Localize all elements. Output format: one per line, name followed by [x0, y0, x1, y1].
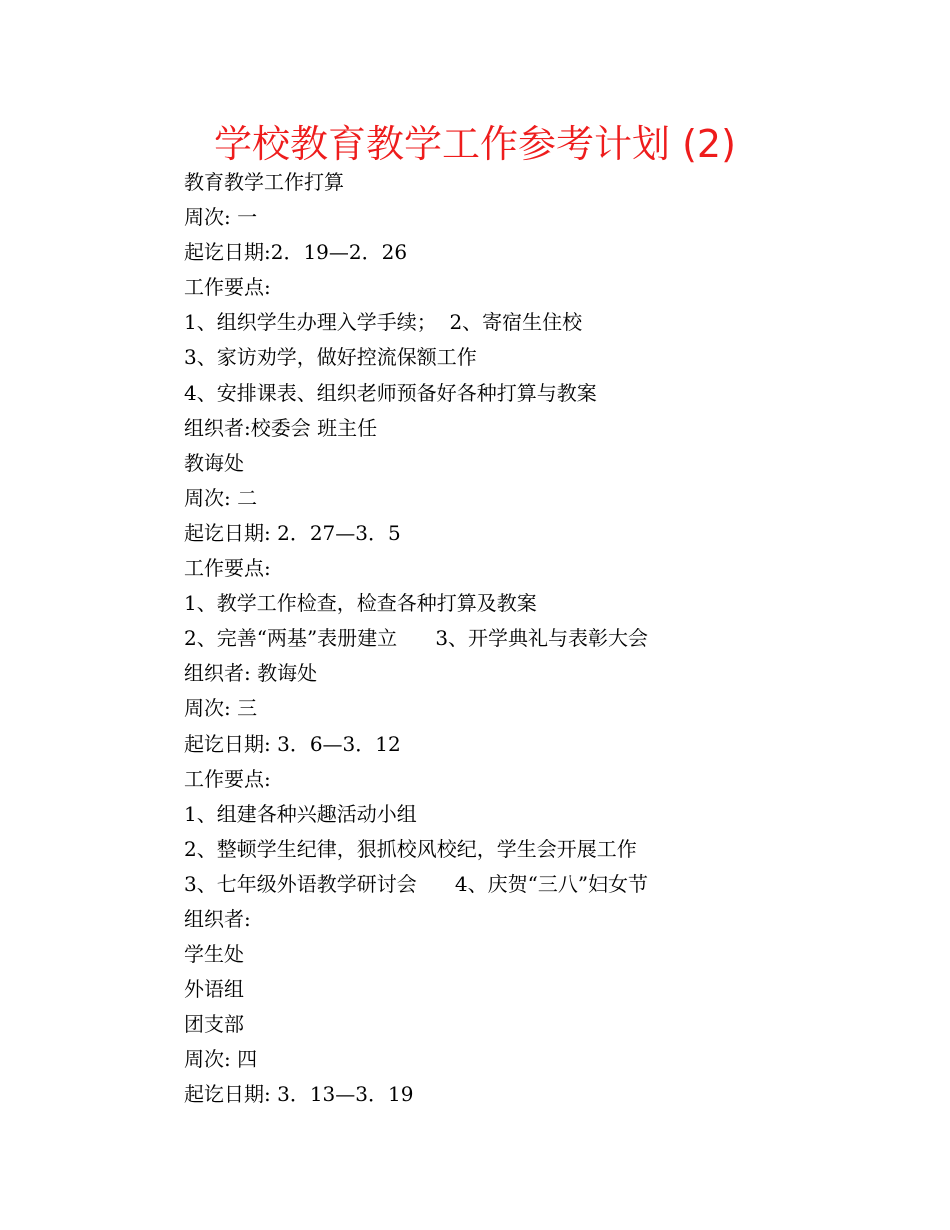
text-line: 1、教学工作检查，检查各种打算及教案 [184, 591, 537, 616]
document-title: 学校教育教学工作参考计划 (2) [214, 122, 736, 166]
text-line: 学生处 [184, 942, 244, 967]
text-line: 组织者: 教诲处 [184, 661, 318, 686]
text-line: 起讫日期: 3．6—3．12 [184, 731, 401, 756]
text-line: 3、七年级外语教学研讨会 4、庆贺“三八”妇女节 [184, 871, 649, 896]
text-line: 工作要点: [184, 275, 271, 300]
text-line: 1、组建各种兴趣活动小组 [184, 801, 417, 826]
text-line: 外语组 [184, 977, 244, 1002]
text-line: 组织者: [184, 906, 251, 931]
text-line: 周次: 二 [184, 485, 258, 510]
text-line: 教育教学工作打算 [184, 170, 344, 194]
text-line: 团支部 [184, 1012, 244, 1037]
text-line: 周次: 四 [184, 1047, 258, 1072]
text-line: 3、家访劝学，做好控流保额工作 [184, 345, 477, 370]
text-line: 2、完善“两基”表册建立 3、开学典礼与表彰大会 [184, 626, 649, 651]
text-line: 工作要点: [184, 766, 271, 791]
text-line: 周次: 三 [184, 696, 258, 721]
text-line: 起讫日期: 3．13—3．19 [184, 1082, 414, 1107]
text-line: 起讫日期:2．19—2．26 [184, 240, 408, 265]
text-line: 起讫日期: 2．27—3．5 [184, 520, 401, 545]
text-line: 教诲处 [184, 450, 244, 475]
text-line: 1、组织学生办理入学手续； 2、寄宿生住校 [184, 310, 583, 335]
text-line: 周次: 一 [184, 205, 258, 230]
text-line: 4、安排课表、组织老师预备好各种打算与教案 [184, 380, 597, 405]
text-line: 组织者:校委会 班主任 [184, 415, 378, 440]
text-line: 2、整顿学生纪律，狠抓校风校纪，学生会开展工作 [184, 836, 637, 861]
text-line: 工作要点: [184, 556, 271, 581]
document-body [184, 165, 904, 1113]
